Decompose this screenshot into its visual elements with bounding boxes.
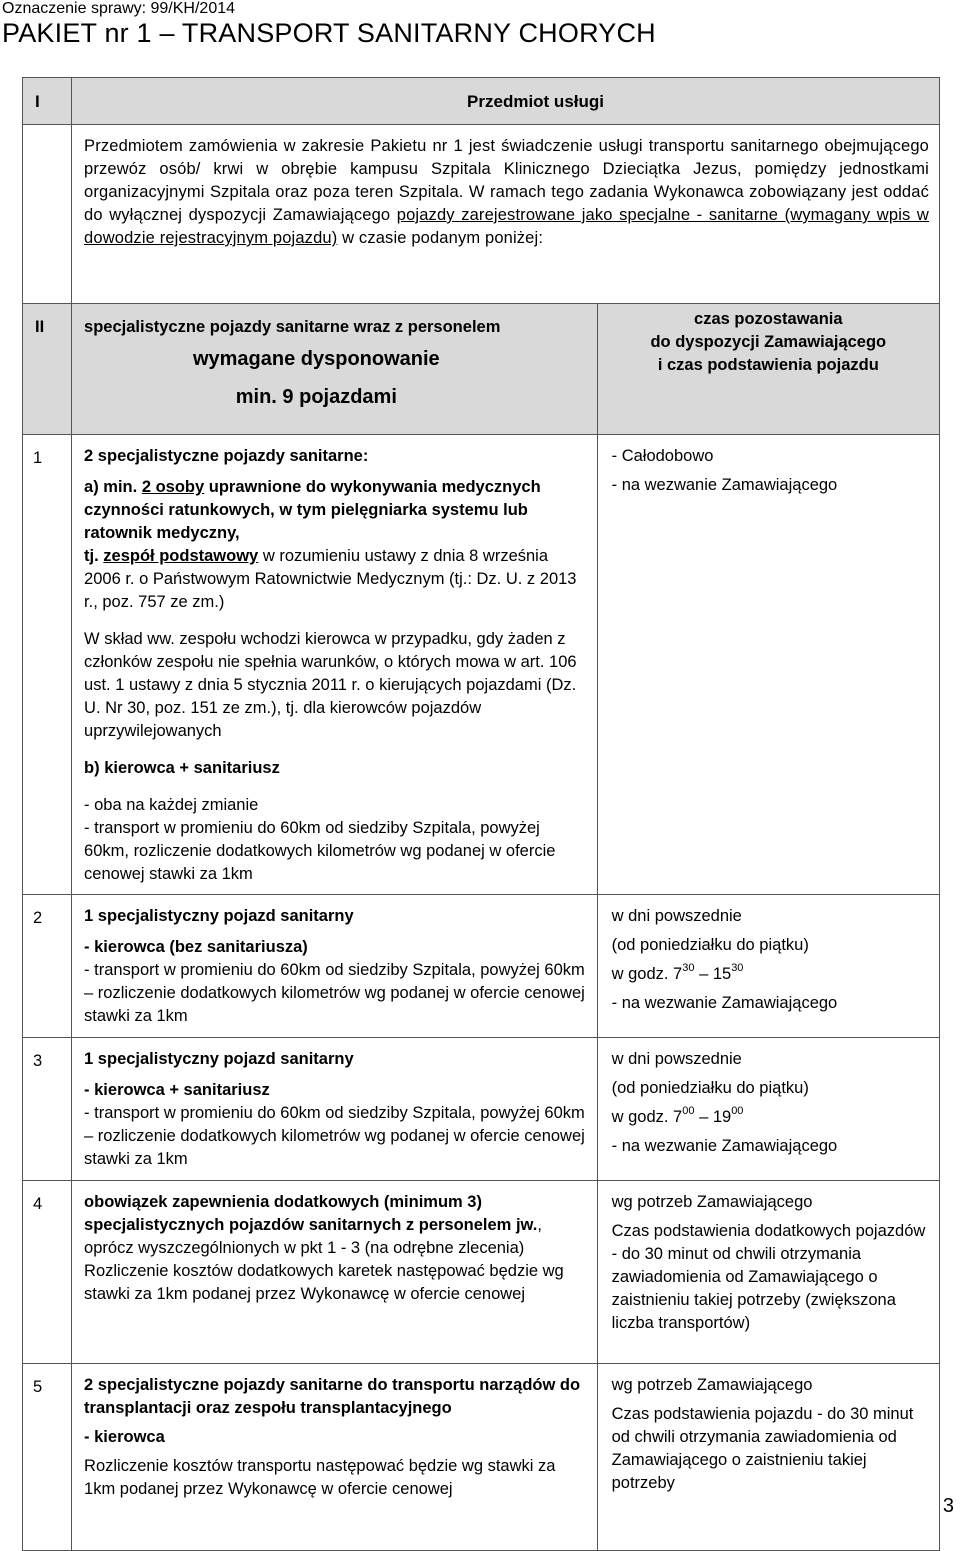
row-a-zespol: zespół podstawowy (103, 547, 259, 565)
row-availability (597, 1364, 939, 1551)
document-title: PAKIET nr 1 – TRANSPORT SANITARNY CHORYCH (2, 18, 656, 48)
row-number: 5 (23, 1364, 72, 1551)
row-line2: Rozliczenie kosztów dodatkowych karetek następować będzie wg stawki za 1km podanej przez Wykonawcę w ofercie cenowej (84, 1262, 564, 1303)
row-number: 3 (23, 1038, 72, 1181)
description-underlined: pojazdy zarejestrowane jako specjalne - sanitarne (wymagany wpis w dowodzie rejestracyjnym pojazdu) (84, 206, 929, 247)
col3-header-line1: czas pozostawania (694, 310, 843, 328)
description-text-b: w czasie podanym poniżej: (337, 229, 544, 247)
row-b-text: b) kierowca + sanitariusz (84, 759, 280, 777)
availability-line2: Czas podstawienia pojazdu - do 30 minut od chwili otrzymania zawiadomienia od Zamawiającego o zaistnieniu takiej potrzeby (611, 1405, 914, 1492)
col3-header-line3: i czas podstawienia pojazdu (657, 356, 879, 374)
col3-header-line2: do dyspozycji Zamawiającego (650, 333, 887, 351)
availability-line1: - Całodobowo (611, 447, 714, 465)
row-a-rest: w rozumieniu ustawy z dnia 8 września 2006 r. o Państwowym Ratownictwie Medycznym (tj.: Dz. U. z 2013 r., poz. 757 ze zm.) (84, 547, 577, 611)
availability-hours: w godz. $7^{00} - 19^{00}$ (611, 1105, 744, 1126)
row-subtitle: - kierowca (bez sanitariusza) (84, 938, 308, 956)
availability-line1: w dni powszednie (611, 907, 742, 925)
row-availability (597, 895, 939, 1038)
row-description (72, 1181, 598, 1364)
section-1-number: I (23, 78, 72, 125)
table-row (23, 1181, 940, 1364)
row-a-bold-underlined: 2 osoby (141, 478, 205, 496)
row-description (72, 895, 598, 1038)
section-1-heading: Przedmiot usługi (72, 78, 940, 125)
availability-line4: - na wezwanie Zamawiającego (611, 994, 838, 1012)
availability-line2: (od poniedziałku do piątku) (611, 1079, 809, 1097)
row-a-bold: a) min. (84, 478, 142, 496)
specification-table (22, 77, 940, 1551)
page-number: 3 (942, 1495, 954, 1517)
row-number: 1 (23, 435, 72, 895)
table-row (23, 895, 940, 1038)
row-line1: - transport w promieniu do 60km od siedziby Szpitala, powyżej 60km – rozliczenie dodatkowych kilometrów wg podanej w ofercie cenowej stawki za 1km (84, 1104, 585, 1168)
availability-line4: - na wezwanie Zamawiającego (611, 1137, 838, 1155)
row-description (72, 435, 598, 895)
table-row (23, 435, 940, 895)
row-title: 2 specjalistyczne pojazdy sanitarne: (84, 447, 369, 465)
row-line1: - oba na każdej zmianie (84, 796, 259, 814)
col2-header-line2: wymagane dysponowanie (192, 348, 440, 370)
section-2-number: II (23, 304, 72, 435)
row-description (72, 1364, 598, 1551)
availability-line1: wg potrzeb Zamawiającego (611, 1376, 813, 1394)
section-2-header-row (23, 304, 940, 435)
row-title: 1 specjalistyczny pojazd sanitarny (84, 907, 354, 925)
row-a-tj: tj. (84, 547, 104, 565)
section-1-description (72, 125, 940, 304)
description-text-a: Przedmiotem zamówienia w zakresie Pakietu nr 1 jest świadczenie usługi transportu sanitarnego obejmującego przewóz osób/ krwi w obrębie kampusu Szpitala Klinicznego Dzieciątka Jezus, pomiędzy jednostkami organizacyjnymi Szpitala oraz poza teren Szpitala. W ramach tego zadania Wykonawca zobowiązany jest oddać do wyłącznej dyspozycji Zamawiającego (84, 137, 929, 224)
section-2-col3-header (597, 304, 939, 435)
section-1-body-row (23, 125, 940, 304)
row-availability (597, 1038, 939, 1181)
availability-line2: (od poniedziałku do piątku) (611, 936, 809, 954)
row-a-bold-rest: uprawnione do wykonywania medycznych czynności ratunkowych, w tym pielęgniarka systemu lub ratownik medyczny, (84, 478, 541, 542)
table-row (23, 1364, 940, 1551)
row-subtitle: - kierowca (84, 1428, 165, 1446)
row-line1: Rozliczenie kosztów transportu następować będzie wg stawki za 1km podanej przez Wykonawcę w ofercie cenowej (84, 1457, 556, 1498)
row-bold-text: obowiązek zapewnienia dodatkowych (minimum 3) specjalistycznych pojazdów sanitarnych z personelem jw. (84, 1193, 538, 1234)
section-2-col2-header (72, 304, 598, 435)
row-line1: - transport w promieniu do 60km od siedziby Szpitala, powyżej 60km – rozliczenie dodatkowych kilometrów wg podanej w ofercie cenowej stawki za 1km (84, 961, 585, 1025)
row-number: 2 (23, 895, 72, 1038)
table-row (23, 1038, 940, 1181)
section-1-empty-cell (23, 125, 72, 304)
section-1-header-row (23, 78, 940, 125)
row-bold-text: 2 specjalistyczne pojazdy sanitarne do transportu narządów do transplantacji oraz zespołu transplantacyjnego (84, 1376, 581, 1417)
availability-hours: w godz. $7^{30} - 15^{30}$ (611, 962, 744, 983)
row-description (72, 1038, 598, 1181)
row-line2: - transport w promieniu do 60km od siedziby Szpitala, powyżej 60km, rozliczenie dodatkowych kilometrów wg podanej w ofercie cenowej stawki za 1km (84, 819, 556, 883)
row-availability (597, 1181, 939, 1364)
availability-line1: wg potrzeb Zamawiającego (611, 1193, 813, 1211)
row-title: 1 specjalistyczny pojazd sanitarny (84, 1050, 354, 1068)
row-availability (597, 435, 939, 895)
row-sklad-text: W skład ww. zespołu wchodzi kierowca w przypadku, gdy żaden z członków zespołu nie spełnia warunków, o których mowa w art. 106 ust. 1 ustawy z dnia 5 stycznia 2011 r. o kierujących pojazdami (Dz. U. Nr 30, poz. 151 ze zm.), tj. dla kierowców pojazdów uprzywilejowanych (84, 630, 577, 740)
row-subtitle: - kierowca + sanitariusz (84, 1081, 270, 1099)
availability-line2: - na wezwanie Zamawiającego (611, 476, 838, 494)
availability-line1: w dni powszednie (611, 1050, 742, 1068)
row-number: 4 (23, 1181, 72, 1364)
availability-line2: Czas podstawienia dodatkowych pojazdów - do 30 minut od chwili otrzymania zawiadomienia od Zamawiającego o zaistnieniu takiej potrzeby (zwiększona liczba transportów) (611, 1222, 926, 1332)
case-reference: Oznaczenie sprawy: 99/KH/2014 (2, 0, 236, 17)
col2-header-line3: min. 9 pojazdami (235, 386, 397, 408)
row-rest-text: , oprócz wyszczególnionych w pkt 1 - 3 (na odrębne zlecenia) (84, 1216, 542, 1257)
col2-header-line1: specjalistyczne pojazdy sanitarne wraz z personelem (84, 318, 501, 336)
